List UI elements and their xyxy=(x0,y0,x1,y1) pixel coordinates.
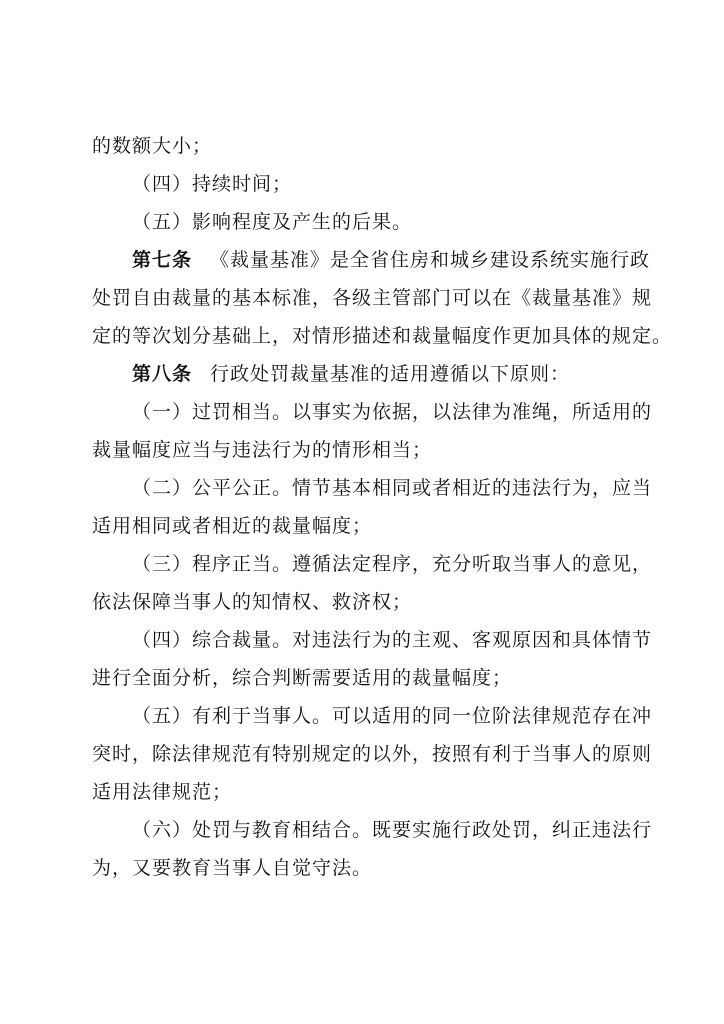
principle-3-line: （三）程序正当。遵循法定程序，充分听取当事人的意见， xyxy=(132,553,653,575)
text-line: 适用法律规范； xyxy=(92,781,233,803)
text-line: 依法保障当事人的知情权、救济权； xyxy=(92,591,413,613)
principle-6-line: （六）处罚与教育相结合。既要实施行政处罚，纠正违法行 xyxy=(132,819,653,841)
article-7-heading: 第七条 xyxy=(132,249,193,271)
text-line: （四）持续时间； xyxy=(132,173,293,195)
principle-2-line: （二）公平公正。情节基本相同或者相近的违法行为，应当 xyxy=(132,477,653,499)
principle-5-line: （五）有利于当事人。可以适用的同一位阶法律规范存在冲 xyxy=(132,705,653,727)
text-line: 进行全面分析，综合判断需要适用的裁量幅度； xyxy=(92,667,513,689)
article-8-line xyxy=(132,362,692,386)
text-line: 裁量幅度应当与违法行为的情形相当； xyxy=(92,439,433,461)
article-7-text: 《裁量基准》是全省住房和城乡建设系统实施行政 xyxy=(210,249,651,271)
article-7-line xyxy=(132,248,692,272)
article-8-heading: 第八条 xyxy=(132,363,193,385)
text-line: 为，又要教育当事人自觉守法。 xyxy=(92,857,373,879)
text-line: （五）影响程度及产生的后果。 xyxy=(132,211,413,233)
text-line: 定的等次划分基础上，对情形描述和裁量幅度作更加具体的规定。 xyxy=(92,325,673,347)
text-line: 处罚自由裁量的基本标准，各级主管部门可以在《裁量基准》规 xyxy=(92,287,653,309)
principle-4-line: （四）综合裁量。对违法行为的主观、客观原因和具体情节 xyxy=(132,629,653,651)
article-8-text: 行政处罚裁量基准的适用遵循以下原则： xyxy=(210,363,571,385)
principle-1-line: （一）过罚相当。以事实为依据，以法律为准绳，所适用的 xyxy=(132,401,653,423)
text-line: 的数额大小； xyxy=(92,135,213,157)
text-line: 突时，除法律规范有特别规定的以外，按照有利于当事人的原则 xyxy=(92,743,653,765)
text-line: 适用相同或者相近的裁量幅度； xyxy=(92,515,373,537)
